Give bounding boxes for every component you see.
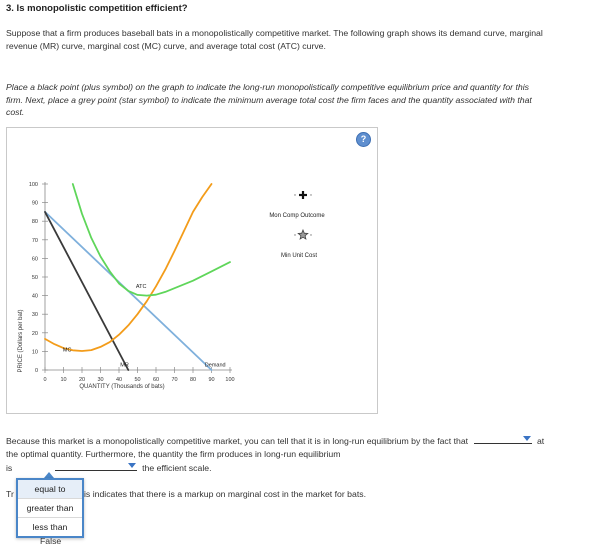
option-false[interactable]: False xyxy=(40,536,62,546)
x-tick-label: 30 xyxy=(97,377,104,383)
y-tick-label: 50 xyxy=(31,275,38,281)
x-tick-label: 10 xyxy=(60,377,67,383)
y-tick-label: 80 xyxy=(31,219,38,226)
legend-mon-comp[interactable] xyxy=(269,191,325,219)
demand-curve-label: Demand xyxy=(204,362,226,369)
x-tick-label: 40 xyxy=(115,377,123,383)
dropdown-menu[interactable] xyxy=(16,478,84,538)
x-tick-label: 20 xyxy=(78,377,86,383)
legend-mon-comp-label: Mon Comp Outcome xyxy=(269,213,325,219)
legend-min-unit[interactable] xyxy=(281,230,317,259)
x-axis-label: QUANTITY (Thousands of bats) xyxy=(79,384,165,390)
x-tick-label: 60 xyxy=(152,377,160,383)
handle-dot xyxy=(310,194,311,195)
star-shape xyxy=(298,230,308,239)
y-tick-label: 70 xyxy=(31,237,38,244)
chevron-down-icon[interactable] xyxy=(523,436,531,441)
y-tick-label: 90 xyxy=(31,200,38,207)
atc-curve-label: ATC xyxy=(135,284,147,291)
para-a1: Because this market is a monopolistically competitive market, you can tell that it is in long-run equilibrium by the fact that xyxy=(6,436,469,446)
dropdown-option[interactable]: equal to xyxy=(18,480,82,498)
mc-curve-label: MC xyxy=(62,347,72,354)
atc-curve[interactable] xyxy=(73,184,230,296)
grey-star-icon[interactable] xyxy=(294,230,311,239)
y-tick-label: 0 xyxy=(34,368,38,374)
para-a2: at the optimal quantity. Furthermore, the quantity the firm produces in long-run equilibrium xyxy=(6,436,545,459)
graph-svg[interactable] xyxy=(7,128,377,413)
question-title: 3. Is monopolistic competition efficient? xyxy=(6,3,188,14)
select-efficient-scale[interactable] xyxy=(55,460,137,471)
y-tick-label: 30 xyxy=(31,312,38,319)
y-tick-label: 10 xyxy=(31,349,38,356)
mr-curve-label: MR xyxy=(120,362,129,369)
para-b2: the efficient scale. xyxy=(142,463,212,473)
handle-dot xyxy=(294,194,295,195)
question-intro: Suppose that a firm produces baseball bats in a monopolistically competitive market. The following graph shows its demand curve, marginal revenue (MR) curve, marginal cost (MC) curve, and average total cost (ATC) curve. xyxy=(6,28,543,51)
question-instructions: Place a black point (plus symbol) on the graph to indicate the long-run monopolistically competitive equilibrium price and quantity for this firm. Next, place a grey point (star symbol) to indicate the minimum average total cost the firm faces and the quantity associated with that cost. xyxy=(6,82,532,117)
x-tick-label: 80 xyxy=(189,377,197,383)
handle-dot xyxy=(294,234,295,235)
legend-min-unit-label: Min Unit Cost xyxy=(280,253,318,259)
x-tick-label: 90 xyxy=(208,377,215,383)
chevron-down-icon[interactable] xyxy=(128,463,136,468)
y-tick-label: 100 xyxy=(28,182,38,188)
axes xyxy=(29,182,235,383)
black-plus-icon[interactable] xyxy=(294,191,311,199)
mc-curve[interactable] xyxy=(45,184,212,354)
x-tick-label: 50 xyxy=(134,377,141,383)
handle-dot xyxy=(310,234,311,235)
graph-panel[interactable] xyxy=(6,127,378,414)
para-c: is indicates that there is a markup on marginal cost in the market for bats. xyxy=(84,489,366,499)
para-b1: is xyxy=(6,463,13,473)
x-tick-label: 100 xyxy=(225,377,235,383)
select-equilibrium-condition[interactable] xyxy=(474,433,532,444)
para-c-prefix: Tr xyxy=(6,489,14,499)
dropdown-option[interactable]: less than xyxy=(18,517,82,536)
y-tick-label: 60 xyxy=(31,256,38,263)
y-tick-label: 40 xyxy=(31,293,38,300)
y-tick-label: 20 xyxy=(31,330,38,337)
y-axis-label: PRICE (Dollars per bat) xyxy=(18,309,24,373)
curves[interactable] xyxy=(45,184,230,370)
help-button[interactable]: ? xyxy=(356,132,371,147)
question-paragraph xyxy=(6,433,546,475)
dropdown-option[interactable]: greater than xyxy=(18,498,82,517)
x-tick-label: 70 xyxy=(171,377,178,383)
x-tick-label: 0 xyxy=(43,377,47,383)
